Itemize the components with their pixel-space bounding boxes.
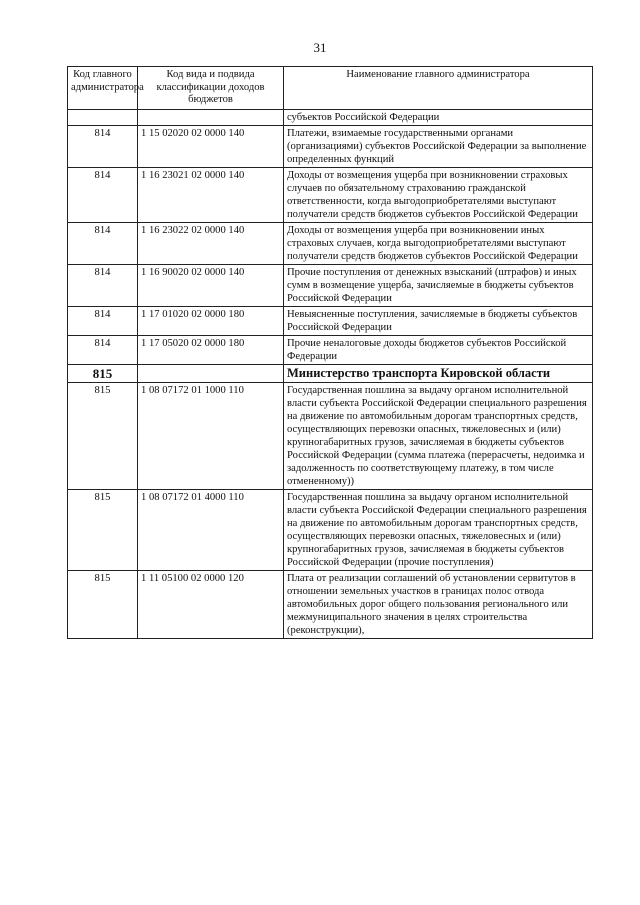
admin-code-cell: 815 <box>68 364 138 382</box>
admin-name-cell: Государственная пошлина за выдачу органом исполнительной власти субъекта Российской Федерации специального разрешения на движение по автомобильным дорогам транспортных средств, осуществляющих перевозки опасных, тяжеловесных и (или) крупногабаритных грузов, зачисляемая в бюджеты субъектов Российской Федерации (прочие поступления) <box>284 489 593 570</box>
table-row <box>68 167 593 222</box>
table-header-row <box>68 67 593 110</box>
income-code-cell: 1 08 07172 01 4000 110 <box>138 489 284 570</box>
admin-code-cell: 814 <box>68 264 138 306</box>
table-row <box>68 382 593 489</box>
table-row <box>68 335 593 364</box>
budget-revenue-table <box>67 66 593 639</box>
admin-name-cell: Министерство транспорта Кировской области <box>284 364 593 382</box>
table-row-section-heading <box>68 364 593 382</box>
table-row <box>68 306 593 335</box>
admin-code-cell <box>68 109 138 125</box>
income-code-cell <box>138 364 284 382</box>
table-row <box>68 109 593 125</box>
admin-name-cell: субъектов Российской Федерации <box>284 109 593 125</box>
admin-name-cell: Прочие поступления от денежных взысканий (штрафов) и иных сумм в возмещение ущерба, зачисляемые в бюджеты субъектов Российской Федерации <box>284 264 593 306</box>
income-code-cell <box>138 109 284 125</box>
table-row <box>68 125 593 167</box>
header-admin-name: Наименование главного администратора <box>284 67 593 110</box>
admin-code-cell: 814 <box>68 125 138 167</box>
admin-name-cell: Государственная пошлина за выдачу органом исполнительной власти субъекта Российской Федерации специального разрешения на движение по автомобильным дорогам транспортных средств, осуществляющих перевозки опасных, тяжеловесных и (или) крупногабаритных грузов, зачисляемая в бюджеты субъектов Российской Федерации (сумма платежа (перерасчеты, недоимка и задолженность по соответствующему платежу, в том числе отмененному)) <box>284 382 593 489</box>
header-admin-code: Код главного администратора <box>68 67 138 110</box>
admin-name-cell: Плата от реализации соглашений об установлении сервитутов в отношении земельных участков в границах полос отвода автомобильных дорог общего пользования регионального или межмуниципального значения в целях строительства (реконструкции), <box>284 570 593 638</box>
admin-code-cell: 815 <box>68 489 138 570</box>
admin-code-cell: 815 <box>68 382 138 489</box>
table-row <box>68 222 593 264</box>
income-code-cell: 1 17 01020 02 0000 180 <box>138 306 284 335</box>
income-code-cell: 1 11 05100 02 0000 120 <box>138 570 284 638</box>
admin-name-cell: Доходы от возмещения ущерба при возникновении страховых случаев по обязательному страхованию гражданской ответственности, когда выгодоприобретателями выступают получатели средств бюджетов субъектов Российской Федерации <box>284 167 593 222</box>
admin-name-cell: Прочие неналоговые доходы бюджетов субъектов Российской Федерации <box>284 335 593 364</box>
header-income-code: Код вида и подвида классификации доходов бюджетов <box>138 67 284 110</box>
admin-code-cell: 814 <box>68 222 138 264</box>
table-row <box>68 489 593 570</box>
admin-name-cell: Невыясненные поступления, зачисляемые в бюджеты субъектов Российской Федерации <box>284 306 593 335</box>
table-row <box>68 264 593 306</box>
admin-code-cell: 814 <box>68 167 138 222</box>
admin-code-cell: 815 <box>68 570 138 638</box>
income-code-cell: 1 15 02020 02 0000 140 <box>138 125 284 167</box>
admin-code-cell: 814 <box>68 306 138 335</box>
table-row <box>68 570 593 638</box>
admin-code-cell: 814 <box>68 335 138 364</box>
income-code-cell: 1 16 23021 02 0000 140 <box>138 167 284 222</box>
income-code-cell: 1 16 90020 02 0000 140 <box>138 264 284 306</box>
income-code-cell: 1 08 07172 01 1000 110 <box>138 382 284 489</box>
page-number: 31 <box>313 40 327 55</box>
income-code-cell: 1 17 05020 02 0000 180 <box>138 335 284 364</box>
admin-name-cell: Доходы от возмещения ущерба при возникновении иных страховых случаев, когда выгодоприобретателями выступают получатели средств бюджетов субъектов Российской Федерации <box>284 222 593 264</box>
admin-name-cell: Платежи, взимаемые государственными органами (организациями) субъектов Российской Федерации за выполнение определенных функций <box>284 125 593 167</box>
income-code-cell: 1 16 23022 02 0000 140 <box>138 222 284 264</box>
